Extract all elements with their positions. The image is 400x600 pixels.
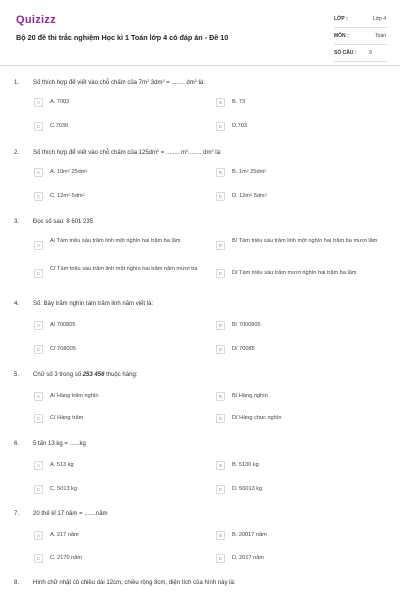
option-text: C.7030 [50, 123, 69, 129]
option-letter-box: C [34, 554, 43, 563]
option-letter-box: A [34, 461, 43, 470]
option-text: B. 20017 năm [232, 532, 267, 538]
option-text: D/ Hàng chục nghìn [232, 415, 282, 421]
option-letter-box: D [216, 414, 225, 423]
question-text: Số: Bảy trăm nghìn tám trăm linh năm viết là: [33, 301, 154, 307]
option-letter-box: A [34, 168, 43, 177]
meta-subject-label: MÔN : [334, 33, 349, 39]
option-text: B/ Hàng nghìn [232, 393, 268, 399]
meta-grade [334, 14, 388, 28]
option-letter-box: D [216, 192, 225, 201]
option-text: C. $12m^2$ $5dm^2$ [50, 193, 85, 199]
option-letter-box: B [216, 531, 225, 540]
option-text: A. 7003 [50, 99, 70, 105]
option-text: A. 513 kg [50, 462, 74, 468]
option-text: B. 73 [232, 99, 246, 105]
option-text: C. 5013 kg [50, 486, 78, 492]
option-letter-box: B [216, 321, 225, 330]
option-text: D.703 [232, 123, 247, 129]
question-text: 20 thế kỉ 17 năm = .......năm [33, 511, 108, 517]
meta-grade-label: LỚP : [334, 16, 348, 22]
option-letter-box: A [34, 241, 43, 250]
option-text: B/ Tám triệu sáu trăm linh một nghìn hai trăm ba mươi lăm [232, 238, 378, 244]
option-letter-box: D [216, 122, 225, 131]
option-letter-box: B [216, 392, 225, 401]
option-letter-box: B [216, 241, 225, 250]
option-text: D. $12m^2$ $5dm^2$ [232, 193, 267, 199]
meta-question-count [334, 48, 388, 62]
option-letter-box: C [34, 269, 43, 278]
question-text: Hình chữ nhật có chiều dài 12cm, chiều rộng 8cm, diện tích của hình này là: [33, 580, 236, 586]
option-text: C/ Hàng trăm [50, 415, 84, 421]
question-number: 1. [14, 80, 20, 86]
meta-subject [334, 31, 388, 45]
option-text: C/ 708005 [50, 346, 76, 352]
worksheet-header [0, 0, 400, 66]
option-text: B. 5130 kg [232, 462, 259, 468]
option-letter-box: C [34, 192, 43, 201]
question-number: 6. [14, 441, 20, 447]
option-letter-box: A [34, 392, 43, 401]
option-letter-box: C [34, 485, 43, 494]
option-letter-box: D [216, 485, 225, 494]
emphasized-number: 253 456 [82, 372, 105, 378]
quizizz-logo: Quizizz [16, 14, 56, 26]
question-text: Chữ số 3 trong số 253 456 thuộc hàng: [33, 372, 138, 378]
option-letter-box: B [216, 461, 225, 470]
worksheet-title: Bộ 20 đề thi trắc nghiệm Học kì 1 Toán lớp 4 có đáp án - Đề 10 [16, 33, 229, 42]
question-text: 5 tấn 13 kg = ......kg [33, 441, 86, 447]
option-text: A/ Tám triệu sáu trăm linh một nghìn hai trăm ba lăm [50, 238, 181, 244]
option-text: D. 2017 năm [232, 555, 265, 561]
question-number: 3. [14, 219, 20, 225]
option-text: A. $10m^2$ $25dm^2$ [50, 169, 88, 175]
option-letter-box: C [34, 345, 43, 354]
option-text: D/ 70085 [232, 346, 255, 352]
option-letter-box: C [34, 414, 43, 423]
option-letter-box: A [34, 531, 43, 540]
question-number: 7. [14, 511, 20, 517]
option-letter-box: D [216, 554, 225, 563]
option-letter-box: D [216, 269, 225, 278]
question-text: Số thích hợp để viết vào chỗ chấm của $7m^2$ $3dm^2$ = ........ $dm^2$ là: [33, 79, 205, 86]
option-letter-box: B [216, 168, 225, 177]
option-text: D/ Tám triệu sáu trăm mươi nghìn hai trăm ba lăm [232, 270, 357, 276]
option-text: D. 50013 kg [232, 486, 263, 492]
option-text: A/ Hàng trăm nghìn [50, 393, 99, 399]
option-text: C/ Tám triệu sáu trăm linh một nghìn hai trăm năm mươi ba [50, 266, 198, 272]
option-text: B. $1m^2$ $25dm^2$ [232, 169, 267, 175]
option-letter-box: A [34, 98, 43, 107]
option-text: A/ 700805 [50, 322, 76, 328]
option-letter-box: A [34, 321, 43, 330]
meta-count-label: SỐ CÂU : [334, 50, 357, 56]
option-text: C. 2170 năm [50, 555, 83, 561]
question-text: Số thích hợp để viết vào chỗ chấm của $125dm^2$ = ........ $m^2$........ $dm^2$ là: [33, 149, 222, 156]
meta-subject-value: Toán [375, 33, 386, 39]
question-number: 4. [14, 301, 20, 307]
meta-count-value: 9 [369, 50, 372, 56]
question-text: Đọc số sau: 8 601 235 [33, 219, 94, 225]
meta-grade-value: Lớp 4 [372, 16, 386, 22]
question-number: 8. [14, 580, 20, 586]
option-letter-box: D [216, 345, 225, 354]
question-number: 2. [14, 150, 20, 156]
option-text: B/ 7000805 [232, 322, 261, 328]
question-number: 5. [14, 372, 20, 378]
option-letter-box: C [34, 122, 43, 131]
worksheet-meta [334, 14, 388, 65]
option-letter-box: B [216, 98, 225, 107]
option-text: A. 217 năm [50, 532, 79, 538]
